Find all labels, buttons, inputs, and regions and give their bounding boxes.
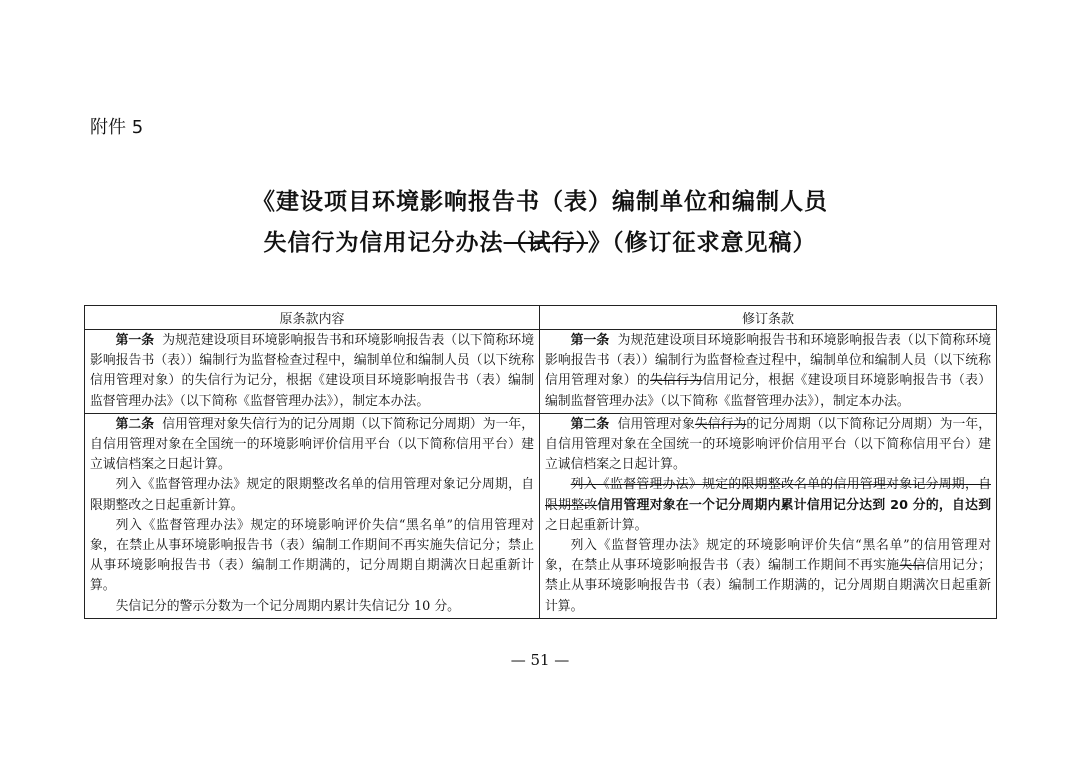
title-struck-trial: （试行） <box>503 230 588 256</box>
deleted-text: 失信行为 <box>694 416 747 432</box>
page-number: — 51 — <box>510 651 570 669</box>
header-revised: 修订条款 <box>540 306 997 330</box>
document-title-line-1: 《建设项目环境影响报告书（表）编制单位和编制人员 <box>252 189 828 215</box>
paragraph: 失信记分的警示分数为一个记分周期内累计失信记分 10 分。 <box>115 598 460 614</box>
article-label: 第二条 <box>570 416 610 432</box>
paragraph: 列入《监督管理办法》规定的限期整改名单的信用管理对象记分周期，自限期整改之日起重新计算。 <box>90 477 534 513</box>
paragraph: 列入《监督管理办法》规定的环境影响评价失信“黑名单”的信用管理对象，在禁止从事环境影响报告书（表）编制工作期间不再实施失信记分；禁止从事环境影响报告书（表）编制工作期满的，记分周期自期满次日起重新计算。 <box>90 517 534 594</box>
table-header-row <box>85 306 997 330</box>
table-row-article-1 <box>85 330 997 414</box>
comparison-table <box>84 305 997 619</box>
title-part-b: 》（修订征求意见稿） <box>588 230 817 256</box>
cell-original-article-1 <box>85 330 540 414</box>
article-label: 第一条 <box>115 333 155 348</box>
article-label: 第一条 <box>570 333 610 348</box>
inserted-text: 信用管理对象在一个记分周期内累计信用记分达到 20 分的，自达到 <box>597 497 992 513</box>
article-text: 为规范建设项目环境影响报告书和环境影响报告表（以下简称环境影响报告书（表））编制行为监督检查过程中，编制单位和编制人员（以下统称信用管理对象）的失信行为记分，根据《建设项目环境影响报告书（表）编制监督管理办法》（以下简称《监督管理办法》），制定本办法。 <box>90 333 535 409</box>
article-text: 信用管理对象 <box>617 416 695 432</box>
header-original: 原条款内容 <box>85 306 540 330</box>
deleted-text: 失信行为 <box>650 373 703 389</box>
title-part-a: 失信行为信用记分办法 <box>263 230 504 256</box>
cell-revised-article-2 <box>540 413 997 618</box>
paragraph-tail: 之日起重新计算。 <box>545 517 648 533</box>
deleted-text: 失信 <box>899 558 926 574</box>
cell-original-article-2 <box>85 413 540 618</box>
article-text: 列入《监督管理办法》规定的环境影响评价失信“黑名单”的信用管理对象，在禁止从事环境影响报告书（表）编制工作期间不再实施 <box>545 538 991 574</box>
article-label: 第二条 <box>115 416 155 432</box>
article-text: 信用管理对象失信行为的记分周期（以下简称记分周期）为一年，自信用管理对象在全国统一的环境影响评价信用平台（以下简称信用平台）建立诚信档案之日起计算。 <box>90 416 535 473</box>
article-text: 记分，根据《建设项目环境影响报告书（表）编制监督管理办法》（以下简称《监督管理办法》），制定本办法。 <box>545 373 992 409</box>
article-text: 记分；禁止从事环境影响报告书（表）编制工作期满的，记分周期自期满次日起重新计算。 <box>545 558 992 614</box>
article-text: 为规范建设项目环境影响报告书和环境影响报告表（以下简称环境影响报告书（表））编制行为监督检查过程中，编制单位和编制人员（以下统称信用管理对象）的 <box>545 333 992 389</box>
cell-revised-article-1 <box>540 330 997 414</box>
inserted-text: 信用 <box>702 373 729 389</box>
deleted-text: 列入《监督管理办法》规定的限期整改名单的信用管理对象记分周期，自限期整改 <box>545 477 991 513</box>
inserted-text: 信用 <box>925 558 952 574</box>
attachment-label: 附件 5 <box>90 117 144 138</box>
table-row-article-2 <box>85 413 997 618</box>
article-text: 的记分周期（以下简称记分周期）为一年，自信用管理对象在全国统一的环境影响评价信用平台（以下简称信用平台）建立诚信档案之日起计算。 <box>545 416 992 473</box>
document-title-line-2 <box>0 224 1080 257</box>
